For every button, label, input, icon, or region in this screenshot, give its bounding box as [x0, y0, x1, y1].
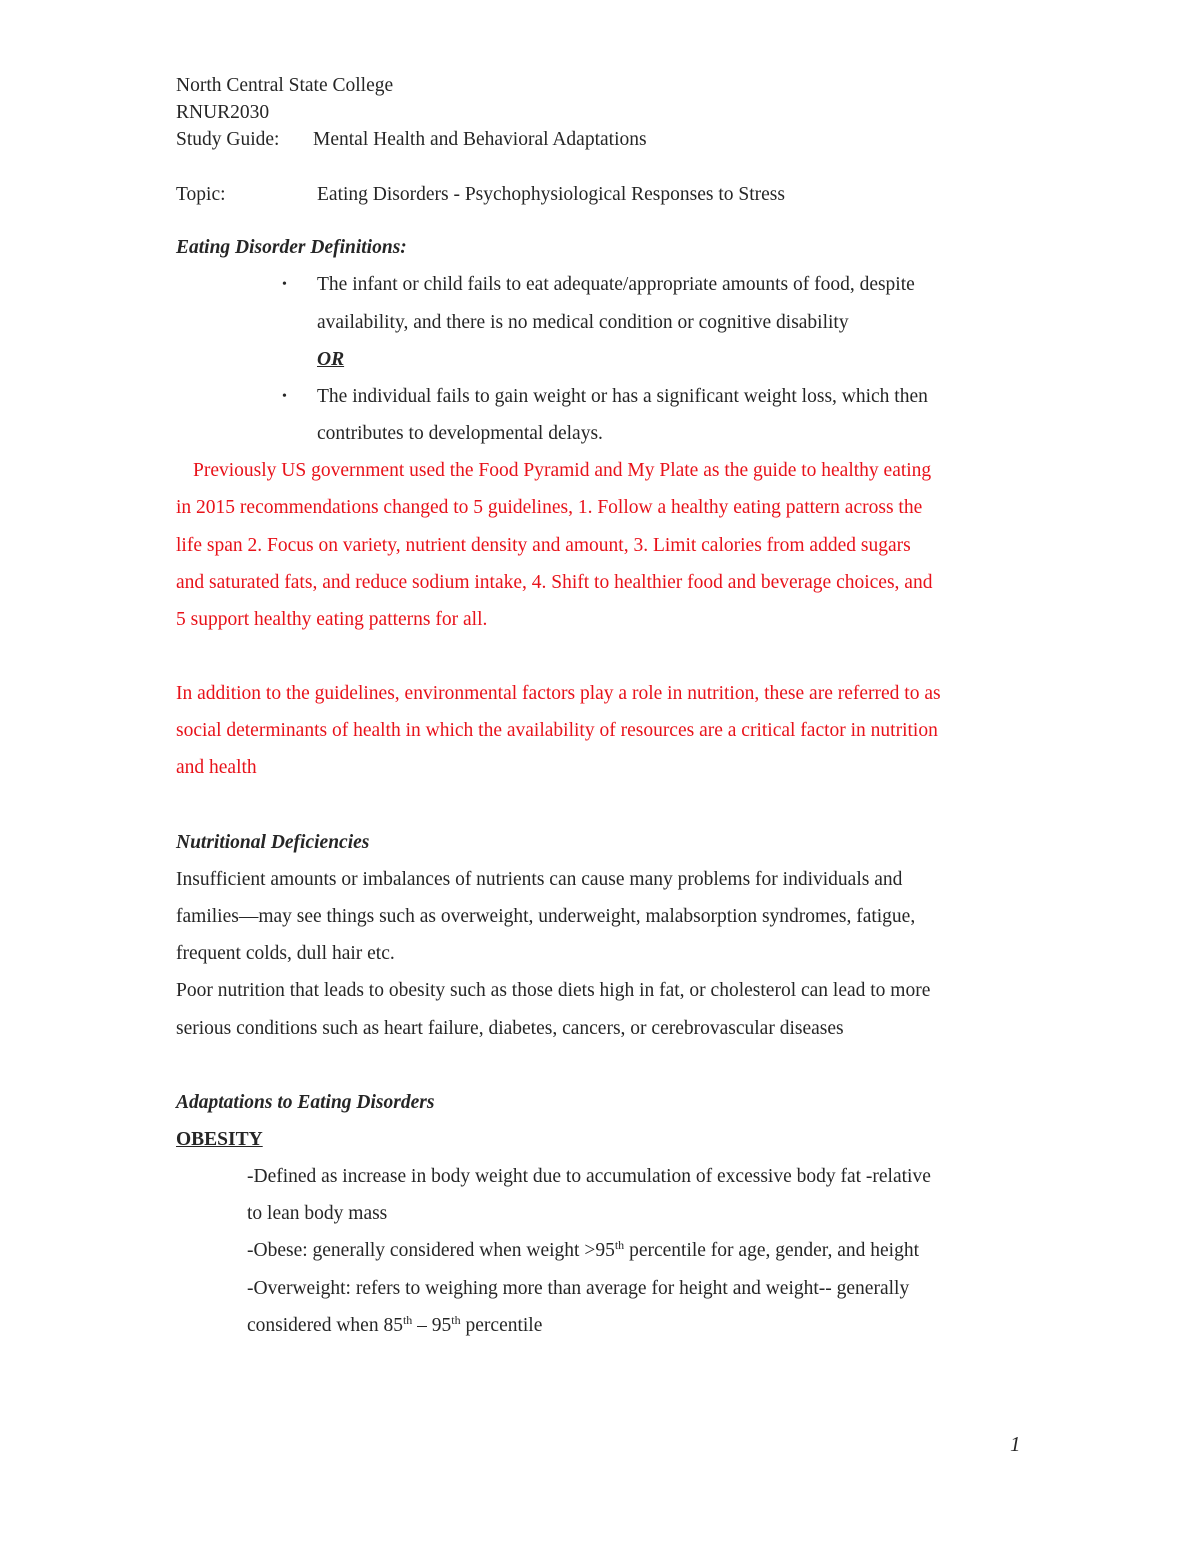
study-guide-title: Mental Health and Behavioral Adaptations: [313, 129, 647, 150]
nutritional-deficiencies-heading: Nutritional Deficiencies: [176, 832, 370, 853]
topic-title: Eating Disorders - Psychophysiological Responses to Stress: [317, 184, 785, 205]
guidelines-line: Previously US government used the Food Pyramid and My Plate as the guide to healthy eating: [193, 460, 932, 481]
overweight-text-end: percentile: [460, 1315, 543, 1336]
obese-criteria: [247, 1239, 919, 1263]
course-code: RNUR2030: [176, 102, 270, 123]
adaptations-heading: Adaptations to Eating Disorders: [176, 1092, 435, 1113]
guidelines-line: in 2015 recommendations changed to 5 guidelines, 1. Follow a healthy eating pattern across the: [176, 497, 923, 518]
obesity-definition-line-1: -Defined as increase in body weight due to accumulation of excessive body fat -relative: [247, 1166, 931, 1187]
definition-2-line-2: contributes to developmental delays.: [317, 423, 603, 444]
nutrition-line: Poor nutrition that leads to obesity such as those diets high in fat, or cholesterol can lead to more: [176, 980, 931, 1001]
obesity-definition-line-2: to lean body mass: [247, 1203, 388, 1224]
sdoh-line: and health: [176, 757, 257, 778]
bullet-icon: •: [282, 389, 287, 404]
topic-label: Topic:: [176, 184, 226, 205]
sdoh-line: In addition to the guidelines, environmental factors play a role in nutrition, these are referred to as: [176, 683, 941, 704]
ordinal-suffix: th: [614, 1238, 625, 1252]
page-number: 1: [1010, 1432, 1021, 1456]
obesity-heading: OBESITY: [176, 1129, 263, 1150]
definitions-heading: Eating Disorder Definitions:: [176, 237, 407, 258]
overweight-text: considered when 85: [247, 1315, 403, 1336]
nutrition-line: families—may see things such as overweight, underweight, malabsorption syndromes, fatigue,: [176, 906, 916, 927]
definition-1-line-1: The infant or child fails to eat adequate/appropriate amounts of food, despite: [317, 274, 915, 295]
guidelines-line: and saturated fats, and reduce sodium intake, 4. Shift to healthier food and beverage choices, and: [176, 572, 933, 593]
college-name: North Central State College: [176, 75, 394, 96]
obese-criteria-text: -Obese: generally considered when weight >95: [247, 1240, 615, 1261]
nutrition-line: frequent colds, dull hair etc.: [176, 943, 395, 964]
overweight-text-mid: – 95: [412, 1315, 452, 1336]
bullet-icon: •: [282, 277, 287, 292]
or-label: OR: [317, 349, 345, 370]
nutrition-line: serious conditions such as heart failure, diabetes, cancers, or cerebrovascular diseases: [176, 1018, 844, 1039]
ordinal-suffix: th: [402, 1313, 413, 1327]
guidelines-line: 5 support healthy eating patterns for all.: [176, 609, 488, 630]
sdoh-line: social determinants of health in which the availability of resources are a critical factor in nutrition: [176, 720, 938, 741]
study-guide-label: Study Guide:: [176, 129, 280, 150]
definition-2-line-1: The individual fails to gain weight or has a significant weight loss, which then: [317, 386, 928, 407]
obese-criteria-text-end: percentile for age, gender, and height: [624, 1240, 920, 1261]
overweight-line-2: [247, 1314, 542, 1338]
definition-1-line-2: availability, and there is no medical condition or cognitive disability: [317, 312, 849, 333]
guidelines-line: life span 2. Focus on variety, nutrient density and amount, 3. Limit calories from added sugars: [176, 535, 911, 556]
nutrition-line: Insufficient amounts or imbalances of nutrients can cause many problems for individuals and: [176, 869, 903, 890]
ordinal-suffix: th: [451, 1313, 461, 1327]
overweight-line-1: -Overweight: refers to weighing more than average for height and weight-- generally: [247, 1278, 910, 1299]
